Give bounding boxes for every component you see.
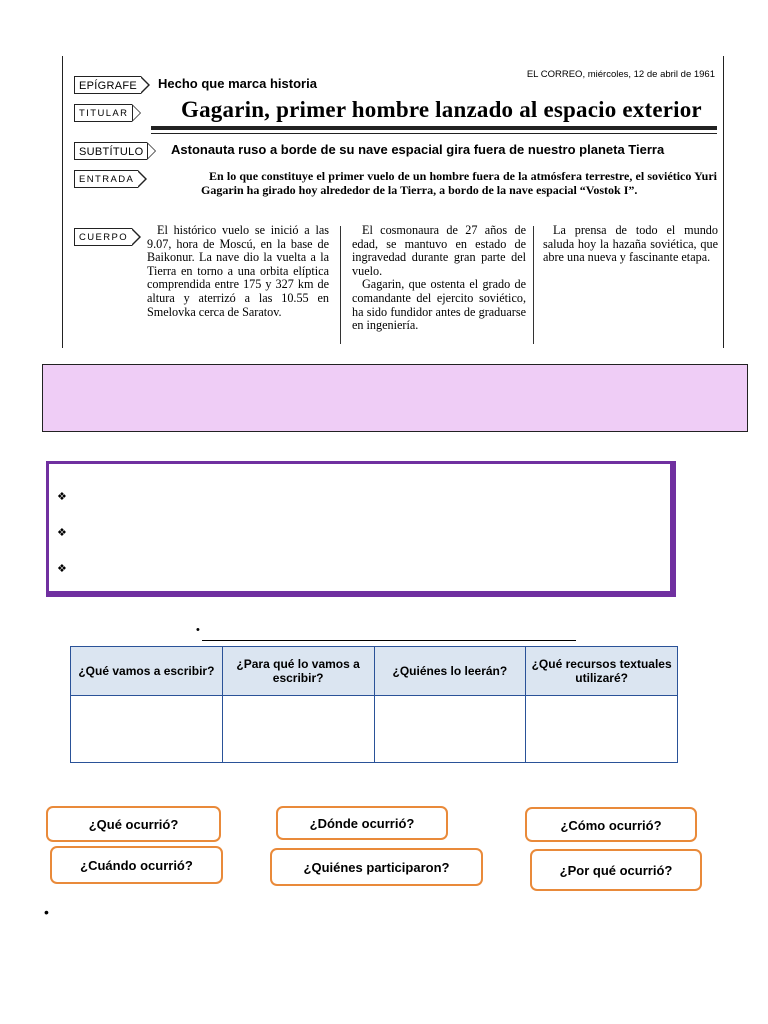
planning-table — [70, 646, 678, 763]
body-column-2 — [352, 224, 526, 333]
body-column-3 — [543, 224, 718, 265]
header-para-que: ¿Para qué lo vamos a escribir? — [222, 647, 374, 696]
diamond-bullet-icon: ❖ — [57, 563, 67, 575]
column-divider — [340, 226, 341, 344]
table-row — [71, 696, 678, 763]
header-quienes-leeran: ¿Quiénes lo leerán? — [374, 647, 526, 696]
diamond-bullet-icon: ❖ — [57, 527, 67, 539]
label-titular: TITULAR — [74, 104, 132, 122]
question-por-que-ocurrio: ¿Por qué ocurrió? — [530, 849, 702, 891]
diamond-bullet-icon: ❖ — [57, 491, 67, 503]
answer-cell[interactable] — [71, 696, 223, 763]
bullet-list-frame — [46, 461, 676, 597]
header-que-escribir: ¿Qué vamos a escribir? — [71, 647, 223, 696]
answer-cell[interactable] — [374, 696, 526, 763]
question-que-ocurrio: ¿Qué ocurrió? — [46, 806, 221, 842]
body-column-2-para-2: Gagarin, que ostenta el grado de comandante del ejercito soviético, ha sido fundidor antes de graduarse en ingeniería. — [352, 277, 526, 333]
question-cuando-ocurrio: ¿Cuándo ocurrió? — [50, 846, 223, 884]
label-subtitulo: SUBTÍTULO — [74, 142, 147, 160]
question-quienes-participaron: ¿Quiénes participaron? — [270, 848, 483, 886]
header-recursos: ¿Qué recursos textuales utilizaré? — [526, 647, 678, 696]
body-column-1 — [147, 224, 329, 319]
label-entrada: ENTRADA — [74, 170, 138, 188]
question-donde-ocurrio: ¿Dónde ocurrió? — [276, 806, 448, 840]
headline-rule-thin — [151, 133, 717, 134]
body-column-3-text: La prensa de todo el mundo saluda hoy la hazaña soviética, que abre una nueva y fascinante etapa. — [543, 223, 718, 265]
headline-rule-thick — [151, 126, 717, 130]
label-cuerpo: CUERPO — [74, 228, 132, 246]
column-divider — [533, 226, 534, 344]
epigrafe-text: Hecho que marca historia — [158, 76, 317, 91]
answer-cell[interactable] — [222, 696, 374, 763]
purple-text-box — [42, 364, 748, 432]
line-bullet: • — [196, 624, 200, 636]
dateline: EL CORREO, miércoles, 12 de abril de 1961 — [526, 69, 715, 80]
fill-in-line — [202, 640, 576, 641]
label-epigrafe: EPÍGRAFE — [74, 76, 141, 94]
lead-paragraph: En lo que constituye el primer vuelo de un hombre fuera de la atmósfera terrestre, el soviético Yuri Gagarin ha girado hoy alrededor de la Tierra, a bordo de la nave espacial “Vostok I”. — [201, 169, 717, 197]
trailing-bullet: • — [44, 904, 49, 920]
body-column-1-text: El histórico vuelo se inició a las 9.07, hora de Moscú, en la base de Baikonur. La nave dio la vuelta a la Tierra en torno a una orbita elíptica comprendida entre 175 y 327 km de altura y aterrizó a las 10.55 en Smelovka cerca de Saratov. — [147, 223, 329, 319]
question-como-ocurrio: ¿Cómo ocurrió? — [525, 807, 697, 842]
subtitle: Astonauta ruso a borde de su nave espacial gira fuera de nuestro planeta Tierra — [171, 142, 665, 157]
body-column-2-para-1: El cosmonaura de 27 años de edad, se mantuvo en estado de ingravedad durante gran parte del vuelo. — [352, 223, 526, 278]
newspaper-figure — [62, 56, 724, 348]
table-header-row — [71, 647, 678, 696]
headline: Gagarin, primer hombre lanzado al espacio exterior — [181, 97, 702, 122]
answer-cell[interactable] — [526, 696, 678, 763]
